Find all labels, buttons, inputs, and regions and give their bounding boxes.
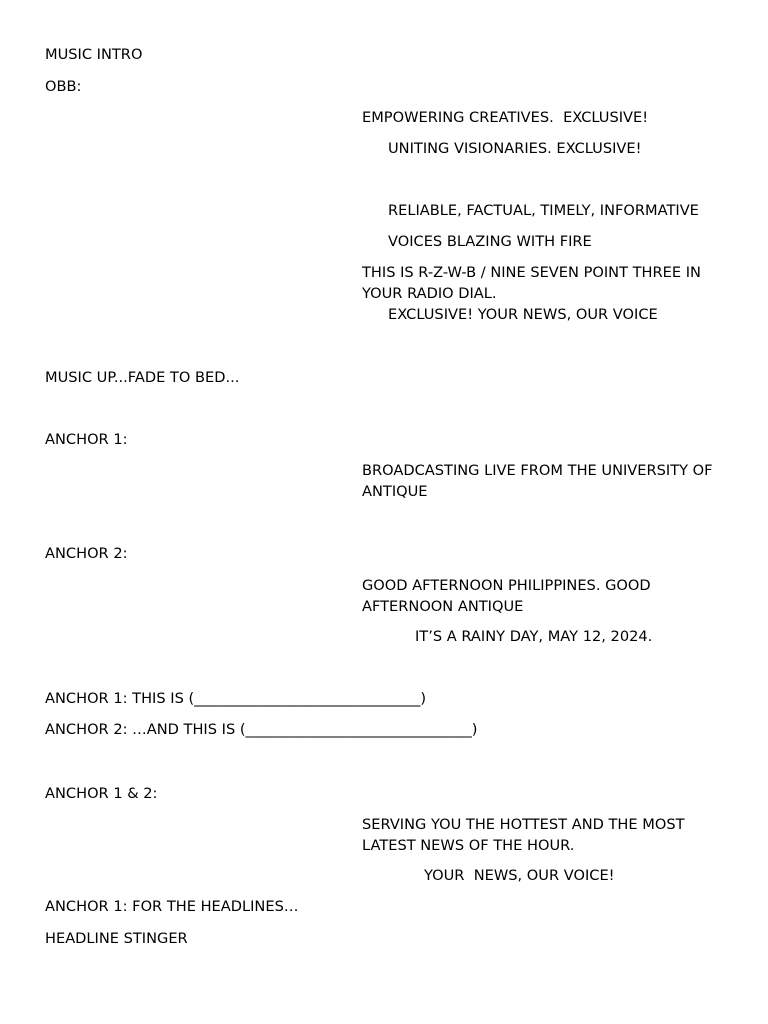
anchor2-this-is: ANCHOR 2: …AND THIS IS (_______________________________) <box>45 721 478 738</box>
music-up-cue: MUSIC UP...FADE TO BED... <box>45 369 240 386</box>
music-intro-cue: MUSIC INTRO <box>45 46 143 63</box>
anchor1-this-is: ANCHOR 1: THIS IS (_______________________________) <box>45 690 427 707</box>
headline-stinger-cue: HEADLINE STINGER <box>45 930 188 947</box>
anchor-both-label: ANCHOR 1 & 2: <box>45 785 158 802</box>
obb-label: OBB: <box>45 78 82 95</box>
obb-line: THIS IS R-Z-W-B / NINE SEVEN POINT THREE IN YOUR RADIO DIAL. <box>362 264 701 302</box>
anchor2-line: GOOD AFTERNOON PHILIPPINES. GOOD AFTERNOON ANTIQUE <box>362 577 651 615</box>
obb-line: EMPOWERING CREATIVES. EXCLUSIVE! <box>362 109 649 126</box>
obb-line: RELIABLE, FACTUAL, TIMELY, INFORMATIVE <box>388 202 699 219</box>
obb-line: UNITING VISIONARIES. EXCLUSIVE! <box>388 140 642 157</box>
anchor1-headlines: ANCHOR 1: FOR THE HEADLINES… <box>45 898 299 915</box>
anchor1-label: ANCHOR 1: <box>45 431 128 448</box>
anchor2-label: ANCHOR 2: <box>45 545 128 562</box>
anchor2-line: IT’S A RAINY DAY, MAY 12, 2024. <box>415 628 653 645</box>
anchor-both-line: SERVING YOU THE HOTTEST AND THE MOST LATEST NEWS OF THE HOUR. <box>362 816 685 854</box>
anchor1-line: BROADCASTING LIVE FROM THE UNIVERSITY OF ANTIQUE <box>362 462 713 500</box>
anchor-both-line: YOUR NEWS, OUR VOICE! <box>424 867 615 884</box>
obb-line: VOICES BLAZING WITH FIRE <box>388 233 592 250</box>
obb-line: EXCLUSIVE! YOUR NEWS, OUR VOICE <box>388 306 658 323</box>
